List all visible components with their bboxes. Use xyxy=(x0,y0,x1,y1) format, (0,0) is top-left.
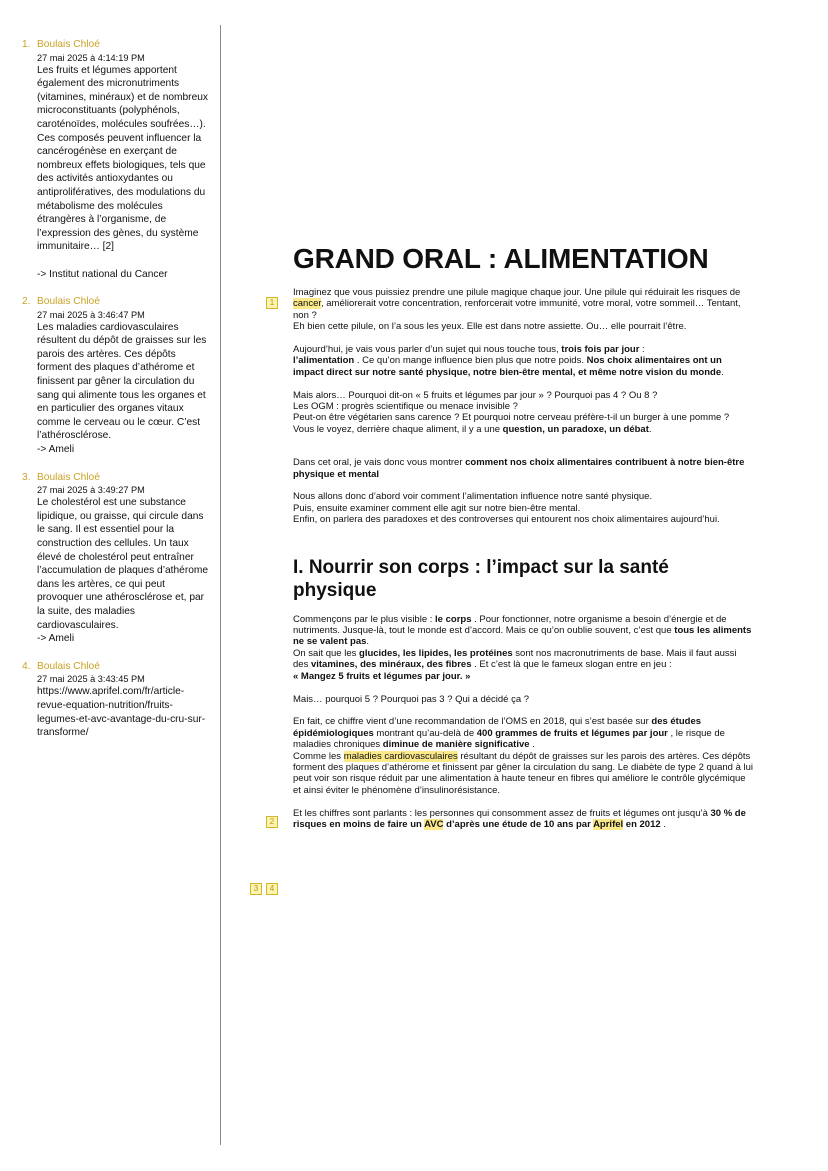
comment-marker-4[interactable]: 4 xyxy=(266,883,278,895)
comment-date: 27 mai 2025 à 3:49:27 PM xyxy=(37,485,145,496)
intro-section xyxy=(293,287,753,526)
bold-text: en 2012 xyxy=(623,818,661,830)
comment-marker-2[interactable]: 2 xyxy=(266,816,278,828)
comment[interactable] xyxy=(22,38,212,281)
highlighted-text[interactable]: cancer xyxy=(293,298,321,310)
text-run: Mais… pourquoi 5 ? Pourquoi pas 3 ? Qui a décidé ça ? xyxy=(293,693,530,705)
paragraph xyxy=(293,457,753,480)
paragraph xyxy=(293,491,753,525)
highlighted-text[interactable]: maladies cardiovasculaires xyxy=(343,750,458,762)
text-run: . xyxy=(721,366,724,378)
bold-text: l’alimentation xyxy=(293,355,355,367)
paragraph xyxy=(293,344,753,378)
text-run: , améliorerait votre concentration, renforcerait votre immunité, votre moral, votre sommeil… Tentant, non ? Eh bien cette pilule, on l’a sous les yeux. Elle est dans notre assiette. Ou… elle pourrait l’être. xyxy=(293,298,741,333)
section-1 xyxy=(293,614,753,831)
text-run: . Pour fonctionner, notre organisme a besoin d’énergie et de nutriments. Jusque-là, tout le monde est d’accord. Mais ce qu’on oublie souvent, c’est que xyxy=(293,613,727,637)
text-run: sont nos macronutriments de base. Mais il faut aussi des xyxy=(293,647,737,671)
comments-sidebar xyxy=(22,38,212,754)
text-run: . Et c’est là que le fameux slogan entre en jeu : xyxy=(474,659,672,671)
comment-text: Les maladies cardiovasculaires résultent du dépôt de graisses sur les parois des artères. Ces dépôts forment des plaques d’athérome et finissent par gêner la circulation du sang qui alimente tous les organes et en particulier des organes vitaux comme le cerveau ou le cœur. C’est l’athérosclérose. -> Ameli xyxy=(37,321,207,456)
paragraph xyxy=(293,390,753,436)
text-run: . xyxy=(648,423,652,435)
document-body xyxy=(293,243,753,842)
comment-marker-3[interactable]: 3 xyxy=(250,883,262,895)
sidebar-divider xyxy=(220,25,221,1145)
comment-number: 4. xyxy=(22,660,31,672)
bold-text: d’après une étude de 10 ans par xyxy=(443,818,594,830)
bold-text: tous les aliments ne se valent pas xyxy=(293,625,752,648)
paragraph xyxy=(293,808,753,831)
text-run: . xyxy=(660,818,666,830)
comment-text: Les fruits et légumes apportent également des micronutriments (vitamines, minéraux) et de nombreux microconstituants (polyphénols, caroténoïdes, molécules soufrées…). Ces composés peuvent influencer la cancérogénèse en exerçant de nombreux effets biologiques, tels que des activités antioxydantes ou antiprolifératives, des modulations du métabolisme des molécules étrangères à l’organisme, de l’expression des gènes, du système immunitaire… [2] -> Institut national du Cancer xyxy=(37,64,208,280)
text-run: Dans cet oral, je vais donc vous montrer xyxy=(293,457,466,469)
text-run: Aujourd’hui, je vais vous parler d’un sujet qui nous touche tous, xyxy=(293,344,562,356)
comment-author: Boulais Chloé xyxy=(37,296,100,308)
text-run: , le risque de maladies chroniques xyxy=(293,727,725,751)
comment-text[interactable]: https://www.aprifel.com/fr/article-revue-equation-nutrition/fruits-legumes-et-avc-avantage-du-cru-sur-transforme/ xyxy=(37,686,206,739)
comment-date: 27 mai 2025 à 3:43:45 PM xyxy=(37,674,145,685)
comment-number: 3. xyxy=(22,471,31,483)
text-run: Commençons par le plus visible : xyxy=(293,613,436,625)
bold-text: trois fois par jour xyxy=(561,344,640,356)
bold-text: question, un paradoxe, un débat xyxy=(502,423,649,435)
text-run: Imaginez que vous puissiez prendre une pilule magique chaque jour. Une pilule qui réduirait les risques de xyxy=(293,287,741,298)
comment-author: Boulais Chloé xyxy=(37,471,100,483)
bold-text: 30 % de risques en moins de faire un xyxy=(293,807,746,830)
comment-text: Le cholestérol est une substance lipidique, ou graisse, qui circule dans le sang. Il est essentiel pour la construction des cellules. Un taux élevé de cholestérol peut entraîner l’accumulation de plaques d’athérome dans les artères, ce qui peut provoquer une athérosclérose et, par la suite, des maladies cardiovasculaires. -> Ameli xyxy=(37,497,209,645)
text-run: : xyxy=(642,344,645,356)
bold-text: glucides, les lipides, les protéines xyxy=(359,647,513,659)
bold-text: vitamines, des minéraux, des fibres xyxy=(310,659,472,671)
paragraph xyxy=(293,694,753,705)
highlighted-text[interactable]: Aprifel xyxy=(593,818,624,830)
comment-date: 27 mai 2025 à 3:46:47 PM xyxy=(37,309,145,320)
bold-text: des études épidémiologiques xyxy=(293,716,702,739)
text-run: Et les chiffres sont parlants : les personnes qui consomment assez de fruits et légumes ont jusqu’à xyxy=(293,807,711,819)
comment-number: 1. xyxy=(22,39,31,50)
text-run: . On sait que les xyxy=(293,636,370,659)
bold-text: 400 grammes de fruits et légumes par jour xyxy=(476,727,668,739)
section-heading: I. Nourrir son corps : l’impact sur la santé physique xyxy=(293,556,669,601)
text-run: Nous allons donc d’abord voir comment l’alimentation influence notre santé physique. Puis, ensuite examiner comment elle agit sur notre bien-être mental. Enfin, on parlera des paradoxes et des controverses qui entourent nos choix alimentaires aujourd’hui. xyxy=(293,491,720,526)
comment[interactable] xyxy=(22,295,212,457)
document-title: GRAND ORAL : ALIMENTATION xyxy=(293,243,709,274)
text-run: . Comme les xyxy=(293,739,535,762)
comment[interactable] xyxy=(22,471,212,646)
paragraph xyxy=(293,287,753,333)
text-run: résultant du dépôt de graisses sur les parois des artères. Ces dépôts forment des plaques d’athérome et finissent par gêner la circulation du sang. Le diabète de type 2 quand à lui peut voir son risque réduit par une alimentation à haute teneur en fibres qui améliore le contrôle glycémique et ainsi éviter le phénomène d’insulinorésistance. xyxy=(293,750,753,796)
highlighted-text[interactable]: AVC xyxy=(424,818,444,830)
comment-number: 2. xyxy=(22,296,31,308)
comment[interactable] xyxy=(22,660,212,740)
bold-text: comment nos choix alimentaires contribuent à notre bien-être physique et mental xyxy=(293,457,745,480)
text-run: . Ce qu’on mange influence bien plus que notre poids. xyxy=(354,355,587,367)
paragraph xyxy=(293,716,753,796)
bold-text: « Mangez 5 fruits et légumes par jour. » xyxy=(293,670,471,682)
bold-text: Nos choix alimentaires ont un impact direct sur notre santé physique, notre bien-être mental, et même notre vision du monde xyxy=(293,355,722,378)
comment-author: Boulais Chloé xyxy=(37,660,100,672)
comment-author: Boulais Chloé xyxy=(37,39,100,50)
paragraph xyxy=(293,614,753,682)
text-run: montrant qu’au-delà de xyxy=(373,727,477,739)
text-run: En fait, ce chiffre vient d’une recommandation de l’OMS en 2018, qui s’est basée sur xyxy=(293,716,652,728)
bold-text: diminue de manière significative xyxy=(382,739,530,751)
bold-text: le corps xyxy=(435,613,472,625)
text-run: Mais alors… Pourquoi dit-on « 5 fruits et légumes par jour » ? Pourquoi pas 4 ? Ou 8 ? Les OGM : progrès scientifique ou menace invisible ? Peut-on être végétarien sans carence ? Et pourquoi notre cerveau préfère-t-il un burger à une pomme ? Vous le voyez, derrière chaque aliment, il y a une xyxy=(293,389,730,435)
comment-date: 27 mai 2025 à 4:14:19 PM xyxy=(37,52,145,63)
comment-marker-1[interactable]: 1 xyxy=(266,297,278,309)
